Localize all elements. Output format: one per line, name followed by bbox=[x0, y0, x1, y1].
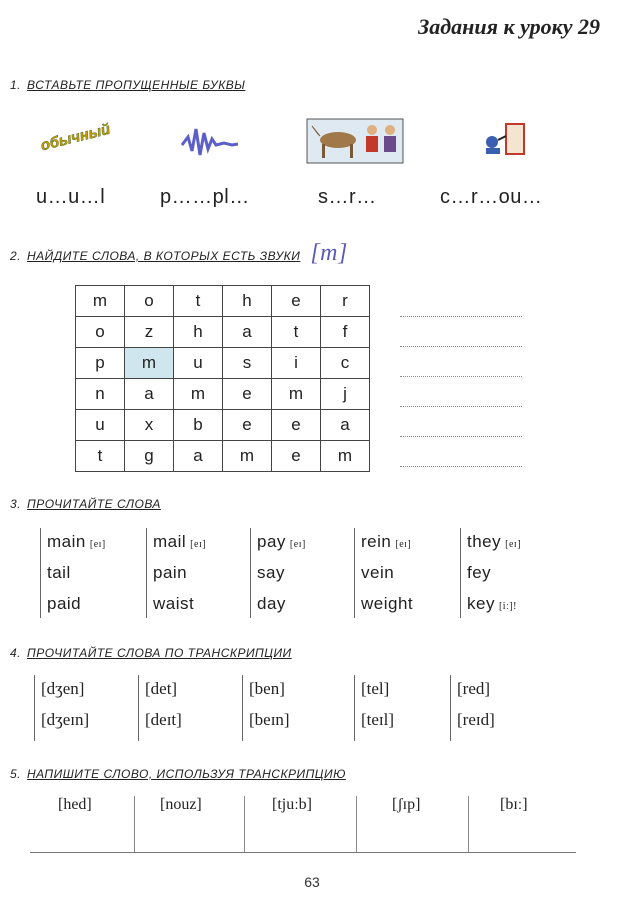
answer-line[interactable] bbox=[400, 406, 522, 407]
word: tail bbox=[47, 563, 71, 582]
grid-cell[interactable]: c bbox=[321, 348, 370, 379]
grid-cell[interactable]: m bbox=[76, 286, 125, 317]
transcription: [reɪd] bbox=[457, 710, 495, 729]
section-4-title bbox=[10, 646, 292, 660]
grid-cell[interactable]: e bbox=[272, 410, 321, 441]
word: they bbox=[467, 532, 502, 551]
writing-cell-4[interactable] bbox=[392, 796, 420, 852]
page-number: 63 bbox=[304, 874, 320, 890]
answer-line[interactable] bbox=[400, 466, 522, 467]
word-column-4 bbox=[354, 528, 459, 618]
writing-cell-3[interactable] bbox=[272, 796, 312, 852]
transcription: [tel] bbox=[361, 679, 390, 698]
door-knock-picture bbox=[480, 120, 530, 160]
grid-row bbox=[76, 441, 370, 472]
blank-word-2: p……pl… bbox=[160, 186, 250, 208]
grid-cell[interactable]: t bbox=[272, 317, 321, 348]
section-heading: ПРОЧИТАЙТЕ СЛОВА bbox=[27, 497, 161, 511]
ipa-mark: [iː]! bbox=[498, 601, 518, 612]
transcription: [bɪː] bbox=[500, 796, 528, 813]
ipa-mark: [eɪ] bbox=[395, 539, 412, 550]
section-heading: НАЙДИТЕ СЛОВА, В КОТОРЫХ ЕСТЬ ЗВУКИ bbox=[27, 249, 301, 263]
writing-cell-1[interactable] bbox=[58, 796, 92, 852]
grid-cell[interactable]: a bbox=[321, 410, 370, 441]
grid-cell[interactable]: m bbox=[223, 441, 272, 472]
grid-cell[interactable]: o bbox=[76, 317, 125, 348]
writing-cell-5[interactable] bbox=[500, 796, 528, 852]
grid-cell[interactable]: m bbox=[174, 379, 223, 410]
word-column-3 bbox=[250, 528, 353, 618]
section-1-title bbox=[10, 78, 245, 92]
section-heading: ПРОЧИТАЙТЕ СЛОВА ПО ТРАНСКРИПЦИИ bbox=[27, 646, 292, 660]
grid-cell[interactable]: u bbox=[76, 410, 125, 441]
section-5-title bbox=[10, 767, 346, 781]
answer-line[interactable] bbox=[400, 346, 522, 347]
grid-cell[interactable]: p bbox=[76, 348, 125, 379]
transcription-column-1 bbox=[34, 675, 137, 741]
grid-cell[interactable]: i bbox=[272, 348, 321, 379]
ipa-mark: [eɪ] bbox=[190, 539, 207, 550]
answer-line[interactable] bbox=[400, 436, 522, 437]
ipa-mark: [eɪ] bbox=[89, 539, 106, 550]
section-number: 5. bbox=[10, 767, 22, 781]
grid-cell[interactable]: e bbox=[272, 286, 321, 317]
grid-cell[interactable]: t bbox=[174, 286, 223, 317]
section-number: 4. bbox=[10, 646, 22, 660]
grid-cell[interactable]: e bbox=[223, 410, 272, 441]
section-number: 3. bbox=[10, 497, 22, 511]
grid-cell[interactable]: a bbox=[174, 441, 223, 472]
transcription: [teɪl] bbox=[361, 710, 395, 729]
section-heading: НАПИШИТЕ СЛОВО, ИСПОЛЬЗУЯ ТРАНСКРИПЦИЮ bbox=[27, 767, 346, 781]
grid-cell[interactable]: o bbox=[125, 286, 174, 317]
word: say bbox=[257, 563, 285, 582]
grid-row bbox=[76, 286, 370, 317]
transcription: [hed] bbox=[58, 796, 92, 813]
grid-cell[interactable]: h bbox=[223, 286, 272, 317]
grid-cell[interactable]: f bbox=[321, 317, 370, 348]
word: mail bbox=[153, 532, 187, 551]
writing-baseline bbox=[30, 852, 576, 853]
grid-cell[interactable]: g bbox=[125, 441, 174, 472]
transcription: [beɪn] bbox=[249, 710, 290, 729]
grid-cell[interactable]: e bbox=[272, 441, 321, 472]
word: rein bbox=[361, 532, 392, 551]
transcription-column-2 bbox=[138, 675, 241, 741]
word-column-1 bbox=[40, 528, 145, 618]
cell-divider bbox=[468, 796, 469, 852]
writing-cell-2[interactable] bbox=[160, 796, 202, 852]
grid-cell[interactable]: j bbox=[321, 379, 370, 410]
section-3-title bbox=[10, 497, 161, 511]
transcription-column-5 bbox=[450, 675, 553, 741]
transcription: [ʃɪp] bbox=[392, 796, 421, 813]
section-number: 2. bbox=[10, 249, 22, 263]
grid-cell[interactable]: u bbox=[174, 348, 223, 379]
transcription: [det] bbox=[145, 679, 178, 698]
transcription: [dʒen] bbox=[41, 679, 85, 698]
word: fey bbox=[467, 563, 492, 582]
grid-row bbox=[76, 348, 370, 379]
grid-cell[interactable]: e bbox=[223, 379, 272, 410]
cell-divider bbox=[244, 796, 245, 852]
grid-cell[interactable]: h bbox=[174, 317, 223, 348]
page-title: Задания к уроку 29 bbox=[418, 14, 600, 39]
sound-wave-icon bbox=[180, 115, 240, 165]
grid-cell[interactable]: a bbox=[223, 317, 272, 348]
blank-word-4: c…r…ou… bbox=[440, 186, 543, 208]
transcription-column-4 bbox=[354, 675, 449, 741]
word: main bbox=[47, 532, 86, 551]
grid-cell[interactable]: m bbox=[321, 441, 370, 472]
grid-cell[interactable]: z bbox=[125, 317, 174, 348]
word: key bbox=[467, 594, 495, 613]
grid-cell[interactable]: x bbox=[125, 410, 174, 441]
sound-transcription: [m] bbox=[310, 240, 348, 266]
word-search-grid bbox=[75, 285, 370, 472]
word: paid bbox=[47, 594, 82, 613]
transcription: [red] bbox=[457, 679, 491, 698]
picture-word-art bbox=[40, 115, 111, 165]
grid-cell[interactable]: b bbox=[174, 410, 223, 441]
grid-cell[interactable]: m bbox=[272, 379, 321, 410]
blank-word-3: s…r… bbox=[318, 186, 377, 208]
answer-line[interactable] bbox=[400, 376, 522, 377]
word: waist bbox=[153, 594, 195, 613]
blank-word-1: u…u…l bbox=[36, 186, 106, 208]
cell-divider bbox=[356, 796, 357, 852]
transcription-column-3 bbox=[242, 675, 353, 741]
word: pain bbox=[153, 563, 188, 582]
transcription: [tjuːb] bbox=[272, 796, 312, 813]
answer-line[interactable] bbox=[400, 316, 522, 317]
word-art-text: обычный bbox=[38, 120, 113, 155]
people-and-horse-picture bbox=[306, 118, 404, 164]
ipa-mark: [eɪ] bbox=[505, 539, 522, 550]
transcription: [deɪt] bbox=[145, 710, 182, 729]
transcription: [ben] bbox=[249, 679, 285, 698]
grid-cell[interactable]: r bbox=[321, 286, 370, 317]
ipa-mark: [eɪ] bbox=[289, 539, 306, 550]
grid-cell[interactable]: a bbox=[125, 379, 174, 410]
word: pay bbox=[257, 532, 286, 551]
grid-row bbox=[76, 410, 370, 441]
section-heading: ВСТАВЬТЕ ПРОПУЩЕННЫЕ БУКВЫ bbox=[27, 78, 246, 92]
section-2-title bbox=[10, 240, 348, 267]
word-column-5 bbox=[460, 528, 567, 618]
word: weight bbox=[361, 594, 414, 613]
transcription: [nouz] bbox=[160, 796, 202, 813]
cell-divider bbox=[134, 796, 135, 852]
section-number: 1. bbox=[10, 78, 22, 92]
grid-cell[interactable]: t bbox=[76, 441, 125, 472]
word: vein bbox=[361, 563, 395, 582]
word: day bbox=[257, 594, 286, 613]
grid-cell[interactable]: m bbox=[125, 348, 174, 379]
grid-row bbox=[76, 379, 370, 410]
transcription: [dʒeɪn] bbox=[41, 710, 90, 729]
grid-cell[interactable]: s bbox=[223, 348, 272, 379]
grid-cell[interactable]: n bbox=[76, 379, 125, 410]
word-column-2 bbox=[146, 528, 249, 618]
grid-row bbox=[76, 317, 370, 348]
